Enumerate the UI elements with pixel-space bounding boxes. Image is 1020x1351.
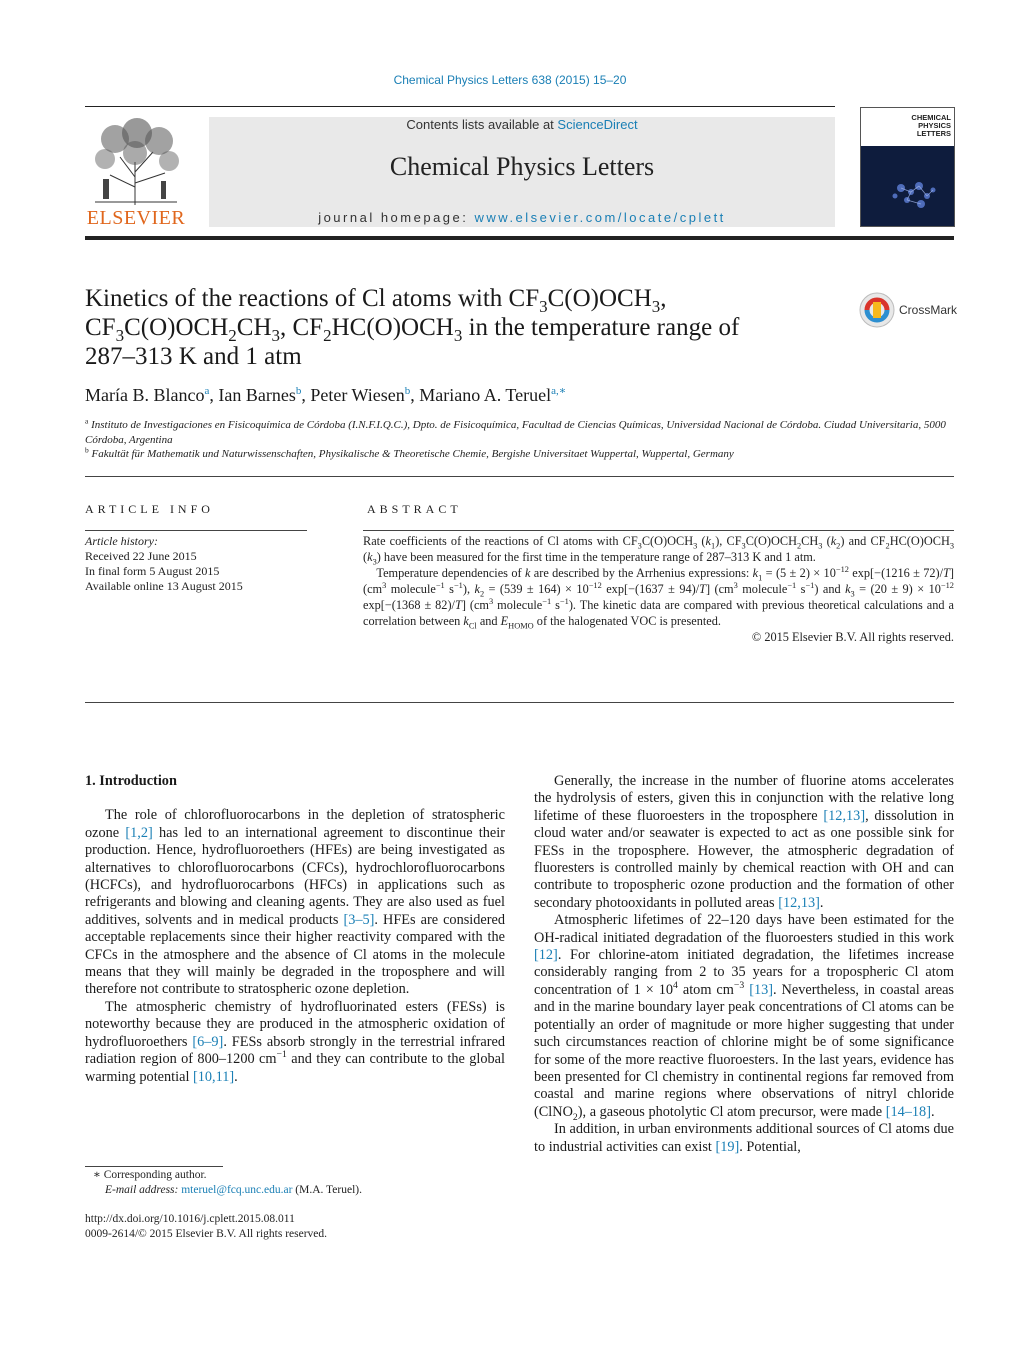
doi-link[interactable]: http://dx.doi.org/10.1016/j.cplett.2015.08.011 [85,1213,295,1225]
body-paragraph: In addition, in urban environments additional sources of Cl atoms due to industrial activities can exist [19]. Potential, [534,1121,954,1155]
article-info-rule [85,530,307,531]
elsevier-wordmark: ELSEVIER [86,207,186,229]
body-left-column [85,773,505,1086]
journal-homepage-line [209,210,835,225]
abstract-bottom-rule [85,702,954,703]
cover-title [889,114,951,138]
abstract-rule [363,530,954,531]
abstract-body [363,533,954,645]
received-date: Received 22 June 2015 [85,549,197,563]
body-paragraph: The atmospheric chemistry of hydrofluorinated esters (FESs) is noteworthy because they are produced in the atmospheric oxidation of hydrofluoroethers [6–9]. FESs absorb strongly in the terrestrial infrared radiation region of 800–1200 $cm^{-1}$ and they can contribute to the global warming potential [10,11]. [85,998,506,1085]
footnote-rule [85,1166,223,1167]
section-rule [85,476,954,477]
section-heading: 1. Introduction [85,773,177,789]
corresponding-author-note: ∗ Corresponding author. [93,1169,207,1181]
affiliation-b: $^b$ Fakultät für Mathematik und Naturwissenschaften, Physikalische & Theoretische Chemie, Bergishe Universitaet Wuppertal, Wuppertal, Germany [85,445,734,460]
abstract-copyright: © 2015 Elsevier B.V. All rights reserved. [751,630,954,644]
article-history [85,534,307,594]
heading-spacer [85,790,505,807]
header-thick-rule [85,236,954,240]
body-right-column [534,773,954,1156]
sciencedirect-link[interactable]: ScienceDirect [557,117,638,132]
body-paragraph: Generally, the increase in the number of fluorine atoms accelerates the hydrolysis of esters, given this in conjunction with the relative long lifetime of these fluoroesters in the troposphere [12,13], dissolution in cloud water and/or seawater is expected to act as one possible sink for FESs in the troposphere. However, the atmospheric degradation of fluoresters is controlled mainly by chemical reaction with OH and can contribute to tropospheric ozone production and the formation of other secondary photooxidants in polluted areas [12,13]. [534,773,954,911]
email-label: E-mail address: [105,1184,182,1196]
email-line [85,1183,535,1198]
body-paragraph: The role of chlorofluorocarbons in the depletion of stratospheric ozone [1,2] has led to an international agreement to discontinue their production. Hence, hydrofluoroethers (HFEs) are being investigated as alternatives to chlorofluorocarbons (CFCs), hydrochlorofluorocarbons (HCFCs), and hydrofluorocarbons (HFCs) in applications such as refrigerants and blowing and cleaning agents. They are also used as fuel additives, solvents and in medical products [3–5]. HFEs are considered acceptable replacements since their higher reactivity compared with the CFCs in the atmosphere and the absence of Cl atoms in the molecule means that they will mainly be degraded in the troposphere and will therefore not contribute to stratospheric ozone depletion. [85,807,505,998]
contents-prefix: Contents lists available at [406,117,558,132]
body-paragraph: Atmospheric lifetimes of 22–120 days have been estimated for the OH-radical initiated degradation of the fluoroesters studied in this work [12]. For chlorine-atom initiated degradation, the lifetimes increase considerably ranging from 2 to 35 years for a tropospheric Cl atom concentration of $1 \times 10^4$ atom $cm^{-3}$ [13]. Nevertheless, in coastal areas and in the marine boundary layer peak concentrations of Cl atoms can be potentially an order of magnitude or more higher suggesting that under such circumstances reaction of chlorine might be of some significance for some of the more reactive fluoroesters. In the last years, evidence has been presented for Cl chemistry in continental regions far removed from coastal and marine regions where observations of nitryl chloride (ClNO$_2$), a gaseous photolytic Cl atom precursor, were made [14–18]. [534,912,954,1123]
cover-title-line: LETTERS [916,129,951,138]
contents-line [209,117,835,132]
abstract-paragraph: Temperature dependencies of k are described by the Arrhenius expressions: $k_1 = (5 \pm 2) \times 10^{-12}$ exp[−(1216 ± 72)/T] ($cm^3$ molecule$^{-1}$ $s^{-1}$), $k_2 = (539 \pm 164) \times 10^{-12}$ exp[−(1637 ± 94)/T] ($cm^3$ molecule$^{-1}$ $s^{-1}$) and $k_3 = (20 \pm 9) \times 10^{-12}$ exp[−(1368 ± 82)/T] ($cm^3$ molecule$^{-1}$ $s^{-1}$). The kinetic data are compared with previous theoretical calculations and a correlation between $k_{Cl}$ and $E_{HOMO}$ of the halogenated VOC is presented. [363,564,954,631]
homepage-prefix: journal homepage: [318,210,475,225]
cover-title-line: PHYSICS [918,121,951,130]
journal-name: Chemical Physics Letters [389,152,655,181]
abstract-paragraph: Rate coefficients of the reactions of Cl atoms with $CF_3C(O)OCH_3$ $(k_1)$, $CF_3C(O)OCH_2CH_3$ $(k_2)$ and $CF_2HC(O)OCH_3$ $(k_3)$ have been measured for the first time in the temperature range of 287–313 K and 1 atm. [363,534,955,567]
cover-title-line: CHEMICAL [911,113,951,122]
journal-reference[interactable]: Chemical Physics Letters 638 (2015) 15–20 [393,73,627,87]
affiliation-a: $^a$ Instituto de Investigaciones en Fisicoquímica de Córdoba (I.N.F.I.Q.C.), Dpto. de Fisicoquímica, Facultad de Ciencias Químicas, Universidad Nacional de Córdoba. Ciudad Universitaria, 5000 Córdoba, Argentina [85,416,946,446]
email-link[interactable]: mteruel@fcq.unc.edu.ar [181,1184,293,1196]
issn-line: 0009-2614/© 2015 Elsevier B.V. All rights reserved. [85,1228,328,1240]
article-info-heading: ARTICLE INFO [85,502,214,516]
journal-cover-thumbnail[interactable] [860,107,955,227]
abstract-heading: ABSTRACT [367,502,462,516]
author-list: María B. Blanco$^a$, Ian Barnes$^b$, Peter Wiesen$^b$, Mariano A. Teruel$^{a,∗}$ [85,385,567,405]
article-title: Kinetics of the reactions of Cl atoms with $CF_3C(O)OCH_3$, $CF_3C(O)OCH_2CH_3$, $CF_2HC(O)OCH_3$ in the temperature range of 287–313 K and 1 atm [85,285,740,370]
online-date: Available online 13 August 2015 [85,579,243,593]
history-label: Article history: [85,534,158,548]
journal-homepage-link[interactable]: www.elsevier.com/locate/cplett [474,210,726,225]
cover-art-image [861,146,954,226]
email-suffix: (M.A. Teruel). [292,1184,362,1196]
crossmark-label[interactable]: CrossMark [899,303,958,317]
final-form-date: In final form 5 August 2015 [85,564,220,578]
header-rule [85,106,835,107]
crossmark-icon [858,290,898,330]
